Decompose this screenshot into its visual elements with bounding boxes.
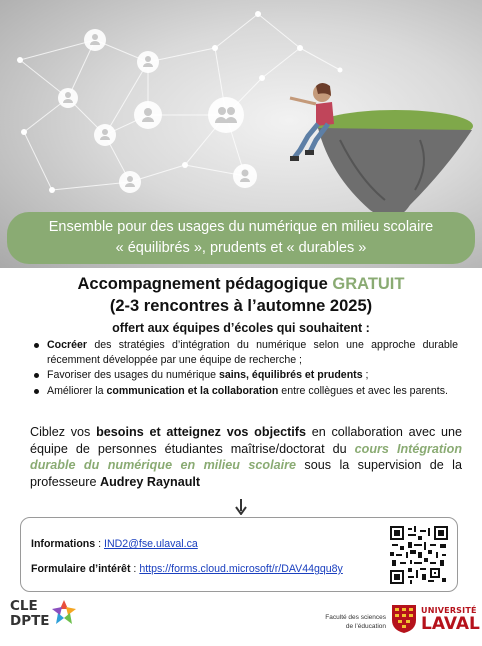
ul-line-1: UNIVERSITÉ xyxy=(421,606,477,615)
ul-line-2: LAVAL xyxy=(421,614,480,634)
banner-line-2: « équilibrés », prudents et « durables » xyxy=(115,240,367,256)
bullet-text: Améliorer la xyxy=(47,384,107,397)
email-link[interactable]: IND2@fse.ulaval.ca xyxy=(104,538,198,550)
faculty-line-2: de l’éducation xyxy=(345,622,386,630)
para-bold: besoins et atteignez vos objectifs xyxy=(96,425,306,439)
list-item xyxy=(34,338,458,367)
bullet-bold: Cocréer xyxy=(47,339,88,351)
list-item xyxy=(34,384,458,399)
bullet-text: entre collègues et avec les parents. xyxy=(278,384,448,397)
free-label: GRATUIT xyxy=(332,275,405,293)
cle-dpte-text xyxy=(10,599,50,629)
hero-illustration xyxy=(0,0,482,268)
cle-line-1: CLE xyxy=(10,598,38,614)
form-line xyxy=(31,563,343,575)
cle-line-2: DPTE xyxy=(10,613,50,629)
list-item xyxy=(34,368,458,383)
email-label: Informations xyxy=(31,538,96,550)
objectives-list xyxy=(34,338,458,399)
banner-line-1: Ensemble pour des usages du numérique en milieu scolaire xyxy=(48,219,434,235)
description-paragraph xyxy=(30,424,462,490)
para-text: Ciblez vos xyxy=(30,425,97,439)
course-name: cours Intégration durable du numérique en milieu scolaire xyxy=(30,441,463,472)
professor-name: Audrey Raynault xyxy=(100,474,201,489)
email-line xyxy=(31,538,198,550)
bullet-bold: sains, équilibrés et prudents xyxy=(218,369,363,381)
heading-text: Accompagnement pédagogique xyxy=(77,275,333,293)
form-label: Formulaire d’intérêt xyxy=(31,563,131,575)
floating-island xyxy=(317,110,473,218)
faculty-line-1: Faculté des sciences xyxy=(325,614,386,621)
form-link[interactable]: https://forms.cloud.microsoft/r/DAV44gqu8y xyxy=(139,563,343,575)
sub-heading: (2-3 rencontres à l’automne 2025) xyxy=(109,297,373,315)
para-text: en collaboration avec une équipe de personnes étudiantes maîtrise/doctorat du xyxy=(30,425,463,456)
bullet-text: ; xyxy=(362,369,369,381)
separator: : xyxy=(130,563,140,575)
separator: : xyxy=(95,538,104,550)
banner-title xyxy=(7,212,475,264)
person-node-icons xyxy=(58,29,257,193)
para-text: sous la supervision de la professeure xyxy=(30,458,462,489)
qr-code-icon[interactable] xyxy=(390,526,448,584)
universite-laval-shield-icon xyxy=(391,604,417,634)
main-heading xyxy=(0,274,482,294)
arrow-down-icon xyxy=(234,499,248,515)
bullet-text: Favoriser des usages du numérique xyxy=(47,369,219,381)
contact-box xyxy=(20,517,458,592)
bullet-text: des stratégies d’intégration du numérique selon une approche durable récemment développée par une équipe de recherche ; xyxy=(47,339,458,366)
universite-laval-wordmark xyxy=(421,606,480,633)
bullet-bold: communication et la collaboration xyxy=(106,384,279,397)
intro-text: offert aux équipes d’écoles qui souhaitent : xyxy=(112,321,370,335)
faculty-name xyxy=(300,614,386,631)
